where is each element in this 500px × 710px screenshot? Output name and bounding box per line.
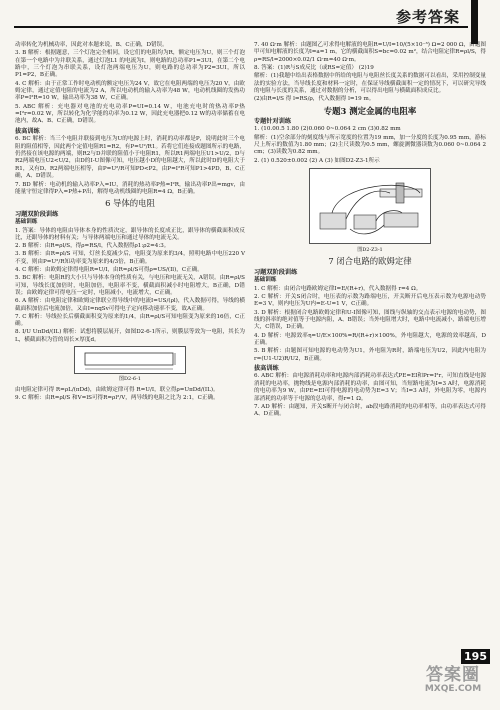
answer-paragraph: 9. C 解析：由R=ρl/S 和V=lS可得R=ρl²/V，两导线的电阻之比为 2:1，C正确。 <box>15 394 219 401</box>
watermark-logo-text: 答案圈 <box>426 665 480 685</box>
answer-paragraph: 解析：(1)空余部分的刻度线与所示宽度的位置为19 mm，加一分度的长度为0.95 mm，游标尺上所示的数值为1.80 mm；(2)主尺读数为0.5 mm，螺旋测微器读数为0.060 0~0.064 2 cm；(3)读数为0.82 mm。 <box>254 134 486 156</box>
subsection-heading: 习题双阶段训练 <box>15 210 59 218</box>
site-watermark <box>418 665 488 704</box>
answer-paragraph: 1. (10.00.5 1.80 (2)0.060 0~0.064 2 cm (3)0.82 mm <box>254 126 401 133</box>
answer-paragraph: 3. D 解析：根据闭合电路欧姆定律和U-I图像可知，图线与纵轴的交点表示电源的电动势，图线的斜率的绝对值等于电源内阻，A、B错误；当外电阻增大时，电路中电流减小，路端电压增大，C错误，D正确。 <box>254 309 486 331</box>
answer-paragraph: 3. B 解析：根据题意，三个灯泡完全相同，设它们的电阻均为R，额定电压为U，则三个灯泡在第一个电路中为并联关系，通过灯泡L1 的电流为I，则电路的总功率P1=3UI，在第二个电路中，三个灯泡为串联关系，设灯泡两端电压为U，则电路的总功率为P2=3UI，所以P1=P2，B正确。 <box>15 50 245 79</box>
page-header <box>0 0 500 36</box>
answer-paragraph: 4. C 解析：由于正常工作时电动机的额定电压为24 V，故它在电阻两端的电压为20 V，由欧姆定律，通过定值电阻的电流为2 A，所以电动机的输入功率为48 W，电动机线圈的发热功率P=I²R=10 W，输出功率为38 W，C正确。 <box>15 80 245 102</box>
answer-paragraph: 2. B 解析：由R=ρl/S，得ρ=RS/l，代入数据得ρ1:ρ2=4:3。 <box>15 243 170 250</box>
section-title: 专题3 测定金属的电阻率 <box>323 105 417 116</box>
circuit-photo-figure <box>309 168 431 244</box>
left-column <box>15 42 245 403</box>
answer-paragraph: 1. C 解析：由闭合电路欧姆定律I=E/(R+r)，代入数据得 r=4 Ω。 <box>254 285 422 292</box>
answer-paragraph: 由电阻定律可得 R=ρL/(πDd)，由欧姆定律可得 R=U/I，联立得ρ=UπDd/(IL)。 <box>15 386 219 393</box>
right-column <box>254 42 486 419</box>
answer-paragraph: 4. C 解析：由欧姆定律得电阻R=U/I，由R=ρl/S可得ρ=US/(Il)，C正确。 <box>15 266 203 273</box>
answer-paragraph: 解析：(1)我题中给出表格数据中所给的电阻与电阻丝长度关系的数据可以看出，采用控制变量法的实验方法，当导线长度和材料一定时，在保证导线横截面积一定的情况下，可以研究导线的电阻与长度的关系，通过对数据的分析，可以得出电阻与横截面积成反比。 <box>254 73 486 95</box>
answer-paragraph: 4. D 解析：电源效率η=U/E×100%=R/(R+r)×100%，外电阻越大，电源的效率越高，D正确。 <box>254 332 486 346</box>
answer-paragraph: 8. 答案：(1)R与S成反比（或RS=定值） (2)19 <box>254 65 374 72</box>
watermark-url: MXQE.COM <box>424 684 482 694</box>
answer-paragraph: 2. C 解析：开关S闭合时，电压表的示数为路端电压，开关断开后电压表示数为电源电动势E=3 V，则内电压为U内=E-U=1 V，C正确。 <box>254 293 486 308</box>
subsection-heading: 基础训练 <box>15 219 38 226</box>
answer-paragraph: 6. A 解析：由电阻定律和欧姆定律联立得导线中的电流I=US/(ρl)，代入数据可得，导线的横截面积加倍后电流加倍，又由I=nqSv可得电子定向移动速率不变，故A正确。 <box>15 298 245 312</box>
answer-paragraph: 5. B 解析：由题图可知电源的电动势为U1，外电阻为R时，路端电压为U2，因此内电阻为 r=(U1-U2)R/U2，B正确。 <box>254 348 486 362</box>
subsection-heading: 拔高训练 <box>254 364 279 372</box>
subsection-heading: 基础训练 <box>254 277 277 284</box>
figure-caption: 图D2-6-1 <box>119 376 141 383</box>
figure-caption: 图D2-Z3-1 <box>357 247 383 254</box>
answer-paragraph: 7. C 解析：导线拉长后横截面积变为原来的1/4，由R=ρl/S可知电阻变为原来的16倍，C正确。 <box>15 313 245 328</box>
answer-paragraph: 7. 40 Ω·m 解析：由题图乙可求得电解液的电阻R=U/I=10/(5×10⁻³) Ω=2 000 Ω，由题图甲可知电解液的长度为l=a=1 m，它的横截面积S=bc=0.02 m²，结合电阻定律R=ρl/S，得ρ=RS/l=2000×0.02/1 Ω·m=40 Ω·m。 <box>254 42 486 63</box>
answer-paragraph: 7. BD 解析：电动机的输入功率P入=IU，消耗的热功率P热=I²R，输出功率P出=mgv，由能量守恒定律得P入=P热+P出，解得电动机线圈的电阻R=4 Ω，B正确。 <box>15 181 245 195</box>
answer-paragraph: 7. AD 解析：由题知，开关S断开与闭合时，ab段电路消耗的电功率相等，由功率表达式可得 A、D正确。 <box>254 403 486 418</box>
film-resistor-diagram <box>75 347 185 373</box>
answer-paragraph: 5. BC 解析：电阻R的大小只与导体本身的性质有关，与电压和电流无关，A错误。由R=ρl/S可知，导线长度加倍时，电阻加倍，电阻率不变，横截面积减小时电阻增大，B正确，D错误；由欧姆定律可得电压一定时，电阻减小，电流增大，C正确。 <box>15 275 245 296</box>
film-resistor-figure <box>74 346 186 374</box>
subsection-heading: 专题针对训练 <box>254 118 292 126</box>
answer-paragraph: 2. (1) 0.520±0.002 (2) A (3) 如图D2-Z3-1所示 <box>254 157 380 164</box>
answer-paragraph: 3. B 解析：由R=ρl/S 可知，灯丝长度减少后，电阻变为原来的3/4，照明电路中电压220 V不变，则由P=U²/R知功率变为原来的4/3倍，B正确。 <box>15 251 245 265</box>
circuit-wiring-diagram <box>310 169 430 243</box>
header-bar <box>471 0 478 44</box>
answer-paragraph: 5. ABC 解析：充电器对电池的充电功率P=UI=0.14 W，电池充电时的热功率P热=I²r=0.02 W，所以转化为化学能的功率为0.12 W，因此充电器把0.12 W的功率储蓄在电池内，故A、B、C正确，D错误。 <box>15 103 245 125</box>
answer-paragraph: (2)由R=l/S 得 l=RS/ρ，代入数据得 l=19 m。 <box>254 96 375 103</box>
page-number: 195 <box>461 649 490 664</box>
section-title: 6 导体的电阻 <box>105 198 155 209</box>
answer-paragraph: 6. BC 解析：当三个电阻并联接到电压为U的电源上时，消耗的功率都是P，说明此时三个电阻的阻值相等，因此两个定值电阻R1=R2，有P=U²/R1。若将它们连接成题图所示的电路，仍然接在该电源的两端，则R2与D并联的阻值小于电阻R1，所以R1两端电压U1>U/2，D与R2两端电压U2<U/2，由D的I-U图像可知，电压越小D的电阻越大，所以此时D的电阻大于R1，又有D、R2两端电压相等，由P=U²/R可知PD<P2，由P=I²R可知P1>4PD，B、C正确，A、D错误。 <box>15 136 245 180</box>
answer-paragraph: 8. I/U UπDd/(IL) 解析：试想将膜层展开，如图D2-6-1所示，则膜层等效为一电阻，其长为L，横截面积为管的周长×厚度d。 <box>15 329 245 343</box>
subsection-heading: 习题双阶段训练 <box>254 268 298 276</box>
answer-paragraph: 6. ABC 解析：由电源消耗功率和电源内部消耗功率表达式PE=EI和Pr=I²r，可知直线是电源消耗的电功率，抛物线是电源内部消耗的功率，由图可知，当短路电流为I=3 A时，电源消耗的电功率为9 W，由PE=EI可得电源的电动势为E=3 V；当I=3 A时，外电阻为零，电源内部消耗的功率等于电源的总功率，得r=1 Ω。 <box>254 373 486 402</box>
subsection-heading: 拔高训练 <box>15 127 40 135</box>
section-title: 7 闭合电路的欧姆定律 <box>328 256 412 267</box>
answer-paragraph: 1. 答案：导体的电阻由导体本身的性质决定，跟导体的长度成正比，跟导体的横截面积成反比，还跟导体的材料有关；与导体两端电压和通过导体的电流无关。 <box>15 227 245 241</box>
page-header-title: 参考答案 <box>395 8 460 26</box>
answer-paragraph: 动率转化为机械功率，因此对本题来说，B、C正确，D错误。 <box>15 42 168 48</box>
